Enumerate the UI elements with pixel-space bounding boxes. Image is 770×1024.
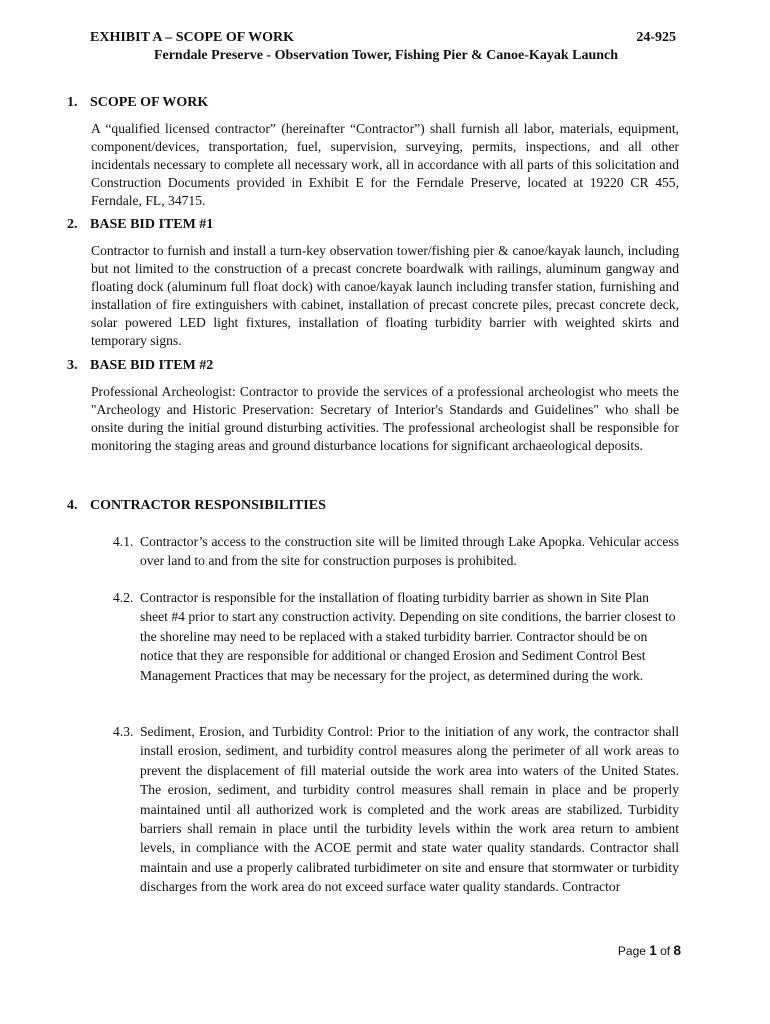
subsection-number: 4.2. (113, 590, 134, 605)
section-2-body: Contractor to furnish and install a turn-key observation tower/fishing pier & canoe/kayak launch, including but not limited to the construction of a precast concrete boardwalk with railings, aluminum gangway and floating dock (aluminum full float dock) with canoe/kayak launch including transfer station, furnishing and installation of fire extinguishers with cabinet, installation of precast concrete piles, precast concrete deck, solar powered LED light fixtures, installation of floating turbidity barrier with weighted skirts and temporary signs. (91, 243, 679, 348)
section-number: 2. (67, 217, 78, 232)
subsection-number: 4.3. (113, 724, 134, 739)
subsection-text: Contractor is responsible for the installation of floating turbidity barrier as shown in Site Plan sheet #4 prior to start any construction activity. Depending on site conditions, the barrier closest to the shoreline may need to be replaced with a staked turbidity barrier. Contractor should be on notice that they are responsible for additional or changed Erosion and Sediment Control Best Management Practices that may be necessary for the project, as determined during the work. (140, 590, 676, 683)
exhibit-title: EXHIBIT A – SCOPE OF WORK (90, 30, 294, 45)
section-4-heading (67, 497, 326, 515)
section-title: CONTRACTOR RESPONSIBILITIES (90, 498, 326, 513)
section-1-heading (67, 94, 208, 112)
project-title: Ferndale Preserve - Observation Tower, Fishing Pier & Canoe-Kayak Launch (153, 48, 619, 63)
subsection-text: Contractor’s access to the construction site will be limited through Lake Apopka. Vehicular access over land to and from the site for construction purposes is prohibited. (140, 534, 679, 569)
section-title: SCOPE OF WORK (90, 95, 209, 110)
subsection-number: 4.1. (113, 534, 134, 549)
section-number: 3. (67, 358, 78, 373)
section-title: BASE BID ITEM #1 (90, 217, 214, 232)
exhibit-header (90, 29, 676, 47)
page-footer (618, 943, 681, 959)
subsection-text: Sediment, Erosion, and Turbidity Control: Prior to the initiation of any work, the contractor shall install erosion, sediment, and turbidity control measures along the perimeter of all work areas to prevent the displacement of fill material outside the work area into waters of the United States. The erosion, sediment, and turbidity control measures shall remain in place and be properly maintained until all authorized work is completed and the work areas are stabilized. Turbidity barriers shall remain in place until the turbidity levels within the work area return to ambient levels, in compliance with the ACOE permit and state water quality standards. Contractor shall maintain and use a properly calibrated turbidimeter on site and ensure that stormwater or turbidity discharges from the work area do not exceed surface water quality standards. Contractor (140, 724, 679, 895)
section-number: 1. (67, 95, 78, 110)
page-total: 8 (673, 943, 681, 958)
section-3-heading (67, 357, 213, 375)
page-current: 1 (649, 943, 657, 958)
section-3-body: Professional Archeologist: Contractor to provide the services of a professional archeologist who meets the "Archeology and Historic Preservation: Secretary of Interior's Standards and Guidelines" who shall be onsite during the initial ground disturbing activities. The professional archeologist shall be responsible for monitoring the staging areas and ground disturbance locations for significant archaeological deposits. (91, 384, 679, 453)
subsection-4-2 (113, 588, 679, 685)
section-number: 4. (67, 498, 78, 513)
section-1-body: A “qualified licensed contractor” (hereinafter “Contractor”) shall furnish all labor, materials, equipment, component/devices, transportation, fuel, supervision, surveying, permits, inspections, and all other incidentals necessary to complete all necessary work, all in accordance with all parts of this solicitation and Construction Documents provided in Exhibit E for the Ferndale Preserve, located at 19220 CR 455, Ferndale, FL, 34715. (91, 121, 679, 208)
subsection-4-3 (113, 722, 679, 897)
section-2-heading (67, 216, 213, 234)
page-label: Page (617, 944, 646, 958)
document-number: 24-925 (636, 30, 676, 45)
section-title: BASE BID ITEM #2 (90, 358, 214, 373)
subsection-4-1 (113, 532, 679, 571)
page-of: of (660, 944, 671, 958)
